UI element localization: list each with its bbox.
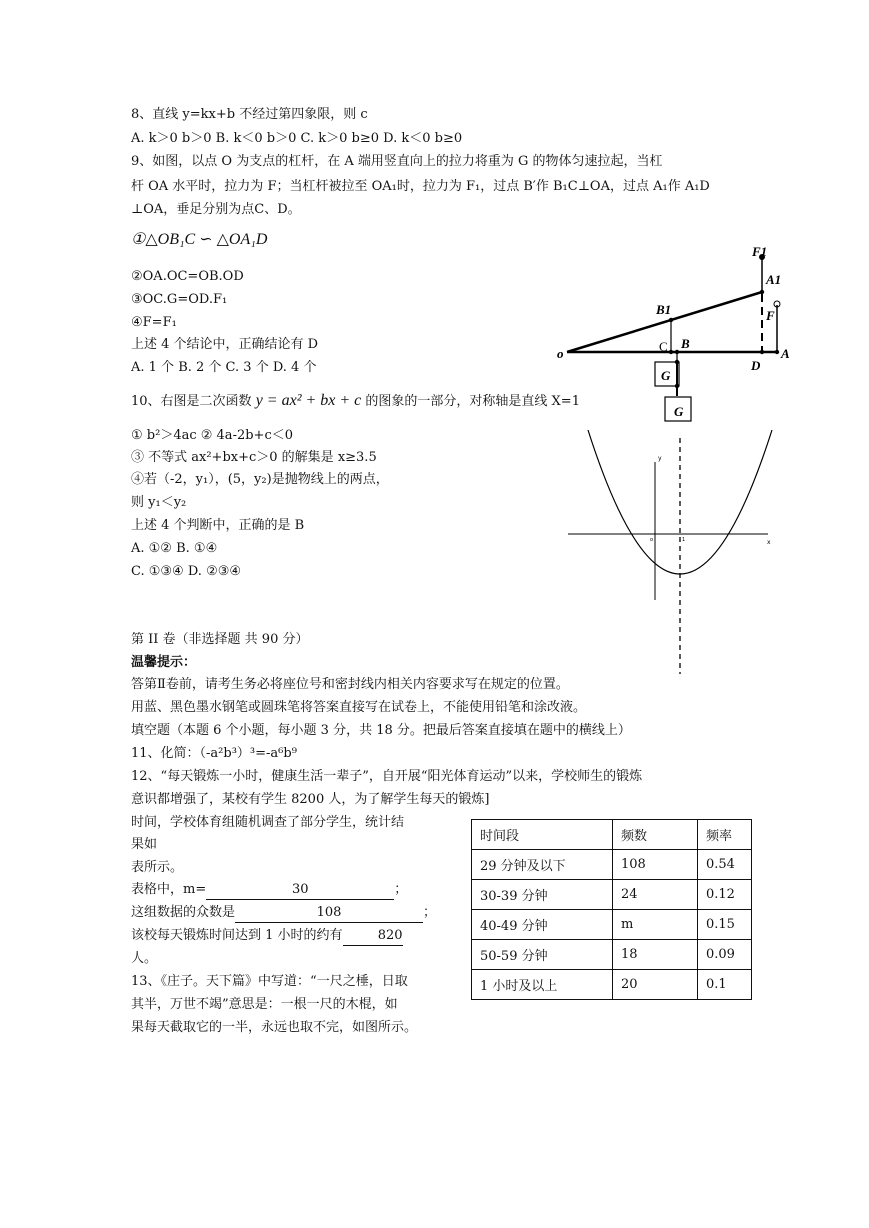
q12-line1: 12、“每天锻炼一小时，健康生活一辈子”，自开展“阳光体育运动”以来，学校师生的锻炼 [131,769,643,784]
q10-line3: ④若（-2，y₁），(5，y₂)是抛物线上的两点， [131,472,389,487]
label-b1: B1 [656,302,672,317]
tick-one-label: 1 [682,537,686,543]
part2-title: 第 II 卷（非选择题 共 90 分） [131,632,309,647]
label-a1: A1 [766,272,782,287]
point-d [760,350,764,354]
table-row [472,910,752,940]
q13-line3: 果每天截取它的一半，永远也取不完，如图所示。 [131,1020,418,1035]
weight-knot-2 [675,384,679,388]
q13-line1: 13、《庄子。天下篇》中写道：“一尺之棰，日取 [131,974,408,989]
q9-statement3: ③OC.G=OD.F₁ [131,292,228,307]
q9-statement2: ②OA.OC=OB.OD [131,269,244,284]
count-value: 820 [343,927,403,946]
tip1: 答第Ⅱ卷前，请考生务必将座位号和密封线内相关内容要求写在规定的位置。 [131,677,569,692]
point-c [669,350,673,354]
table-cell: 0.54 [698,850,752,880]
m-semicolon: ； [394,882,408,897]
frequency-table [471,819,752,1000]
table-header: 频率 [698,820,752,850]
q9-stem-line1: 9、如图，以点 O 为支点的杠杆，在 A 端用竖直向上的拉力将重为 G 的物体匀速拉起，当杠 [131,154,663,169]
q12-mode-line [131,904,436,923]
q10-line1: ① b²＞4ac ② 4a-2b+c＜0 [131,428,293,443]
count-label: 该校每天锻炼时间达到 1 小时的约有 [131,928,343,943]
q12-m-line [131,881,407,900]
weight-knot-1 [675,360,679,364]
table-cell: 29 分钟及以下 [472,850,613,880]
m-label: 表格中，m= [131,882,207,897]
table-cell: 108 [613,850,698,880]
table-row [472,850,752,880]
table-cell: 0.09 [698,940,752,970]
label-c: C [659,339,668,354]
table-row [472,880,752,910]
table-cell: 24 [613,880,698,910]
q9-stem-line3: ⊥OA，垂足分别为点C、D。 [131,202,301,217]
label-f: F [766,308,775,323]
label-b: B [681,336,690,351]
q12-count-line [131,927,403,946]
label-g2: G [674,404,684,419]
table-cell: m [613,910,698,940]
table-cell: 50-59 分钟 [472,940,613,970]
table-header-row [472,820,752,850]
label-g1: G [661,368,671,383]
point-b1 [669,318,673,322]
point-a1 [760,290,764,294]
q10-conclusion: 上述 4 个判断中，正确的是 B [131,518,305,533]
q9-conclusion: 上述 4 个结论中，正确结论有 D [131,337,319,352]
tips-title: 温馨提示： [131,655,197,670]
y-axis-label: y [658,455,662,462]
q8-options: A. k＞0 b＞0 B. k＜0 b＞0 C. k＞0 b≥0 D. k＜0 b≥0 [131,131,463,146]
label-o: o [557,346,564,361]
q12-line2: 意识都增强了，某校有学生 8200 人，为了解学生每天的锻炼] [131,792,490,807]
q9-statement1: ①△OB₁C ∽ △OA₁D [131,231,268,248]
q10-stem [131,392,580,411]
table-header: 频数 [613,820,698,850]
m-value: 30 [206,881,394,900]
table-cell: 0.15 [698,910,752,940]
label-a: A [781,346,790,361]
q12-line4: 果如 [131,837,158,852]
mode-label: 这组数据的众数是 [131,905,236,920]
table-cell: 40-49 分钟 [472,910,613,940]
q13-line2: 其半，万世不竭”意思是：一根一尺的木棍，如 [131,997,398,1012]
q12-line3: 时间，学校体育组随机调查了部分学生，统计结 [131,815,405,830]
q10-options-row2: C. ①③④ D. ②③④ [131,564,242,579]
q10-formula: y = ax² + bx + c [255,392,362,409]
q12-line5: 表所示。 [131,860,184,875]
q10-line4: 则 y₁＜y₂ [131,495,187,510]
q9-stem-line2: 杆 OA 水平时，拉力为 F；当杠杆被拉至 OA₁时，拉力为 F₁，过点 B′作 B₁C⊥OA，过点 A₁作 A₁D [131,179,710,194]
origin-label: o [650,537,654,543]
lever-figure [555,244,795,430]
q8-stem: 8、直线 y=kx+b 不经过第四象限，则 c [131,107,368,122]
table-row [472,970,752,1000]
mode-value: 108 [235,904,423,923]
parabola-graph [560,420,780,680]
table-row [472,940,752,970]
point-a [775,350,779,354]
q10-options-row1: A. ①② B. ①④ [131,541,218,556]
q9-options: A. 1 个 B. 2 个 C. 3 个 D. 4 个 [131,360,317,375]
mode-semicolon: ； [423,905,437,920]
table-cell: 0.12 [698,880,752,910]
tip2: 用蓝、黑色墨水钢笔或圆珠笔将答案直接写在试卷上，不能使用铅笔和涂改液。 [131,700,587,715]
table-cell: 1 小时及以上 [472,970,613,1000]
q10-line2: ③ 不等式 ax²+bx+c＞0 的解集是 x≥3.5 [131,450,377,465]
q10-stem-prefix: 10、右图是二次函数 [131,394,256,409]
q10-stem-suffix: 的图象的一部分，对称轴是直线 X=1 [361,394,580,409]
q9-statement4: ④F=F₁ [131,315,177,330]
table-cell: 20 [613,970,698,1000]
table-cell: 18 [613,940,698,970]
table-header: 时间段 [472,820,613,850]
q11-text: 11、化简：（-a²b³）³=-a⁶b⁹ [131,746,297,761]
count-unit: 人。 [131,951,158,966]
label-f1: F1 [752,244,768,259]
table-cell: 30-39 分钟 [472,880,613,910]
table-cell: 0.1 [698,970,752,1000]
label-d: D [751,358,761,373]
x-axis-label: x [767,539,771,546]
fill-intro: 填空题（本题 6 个小题，每小题 3 分，共 18 分。把最后答案直接填在题中的横线上） [131,723,631,738]
